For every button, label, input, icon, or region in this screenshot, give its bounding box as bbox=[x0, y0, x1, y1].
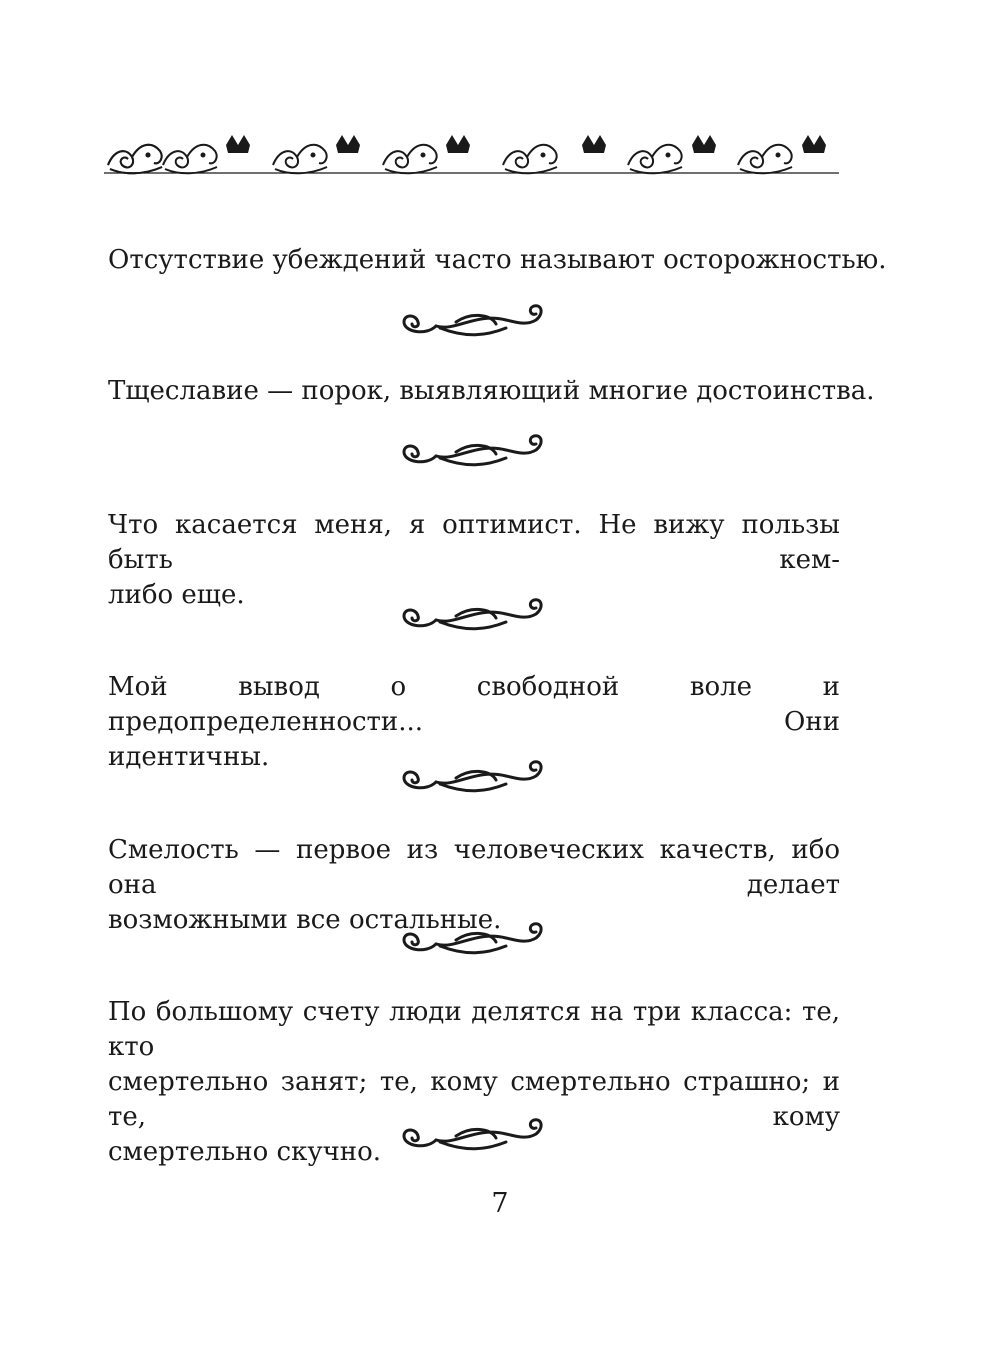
flourish-divider-icon bbox=[396, 432, 546, 472]
page-number: 7 bbox=[491, 1188, 509, 1219]
quote-line: Отсутствие убеждений часто называют осторожностью. bbox=[108, 245, 887, 275]
flourish-divider-icon bbox=[396, 596, 546, 636]
quote-line: По большому счету люди делятся на три класса: те, кто bbox=[108, 997, 840, 1062]
flourish-divider-icon bbox=[396, 758, 546, 798]
quote-line: Смелость — первое из человеческих качеств, ибо она делает bbox=[108, 835, 840, 900]
flourish-divider-icon bbox=[396, 302, 546, 342]
quote-line: возможными все остальные. bbox=[108, 905, 502, 935]
quote-2 bbox=[108, 374, 875, 409]
quote-line: либо еще. bbox=[108, 580, 245, 610]
ornamental-header-band-icon bbox=[104, 125, 839, 185]
quote-line: идентичны. bbox=[108, 742, 270, 772]
quote-line: смертельно занят; те, кому смертельно страшно; и те, кому bbox=[108, 1067, 840, 1132]
quote-line: Мой вывод о свободной воле и предопределенности... Они bbox=[108, 672, 840, 737]
quote-line: Тщеславие — порок, выявляющий многие достоинства. bbox=[108, 376, 875, 406]
quote-1 bbox=[108, 243, 887, 278]
quote-line: Что касается меня, я оптимист. Не вижу пользы быть кем- bbox=[108, 510, 840, 575]
flourish-divider-icon bbox=[396, 1116, 546, 1156]
quote-line: смертельно скучно. bbox=[108, 1137, 382, 1167]
flourish-divider-icon bbox=[396, 920, 546, 960]
